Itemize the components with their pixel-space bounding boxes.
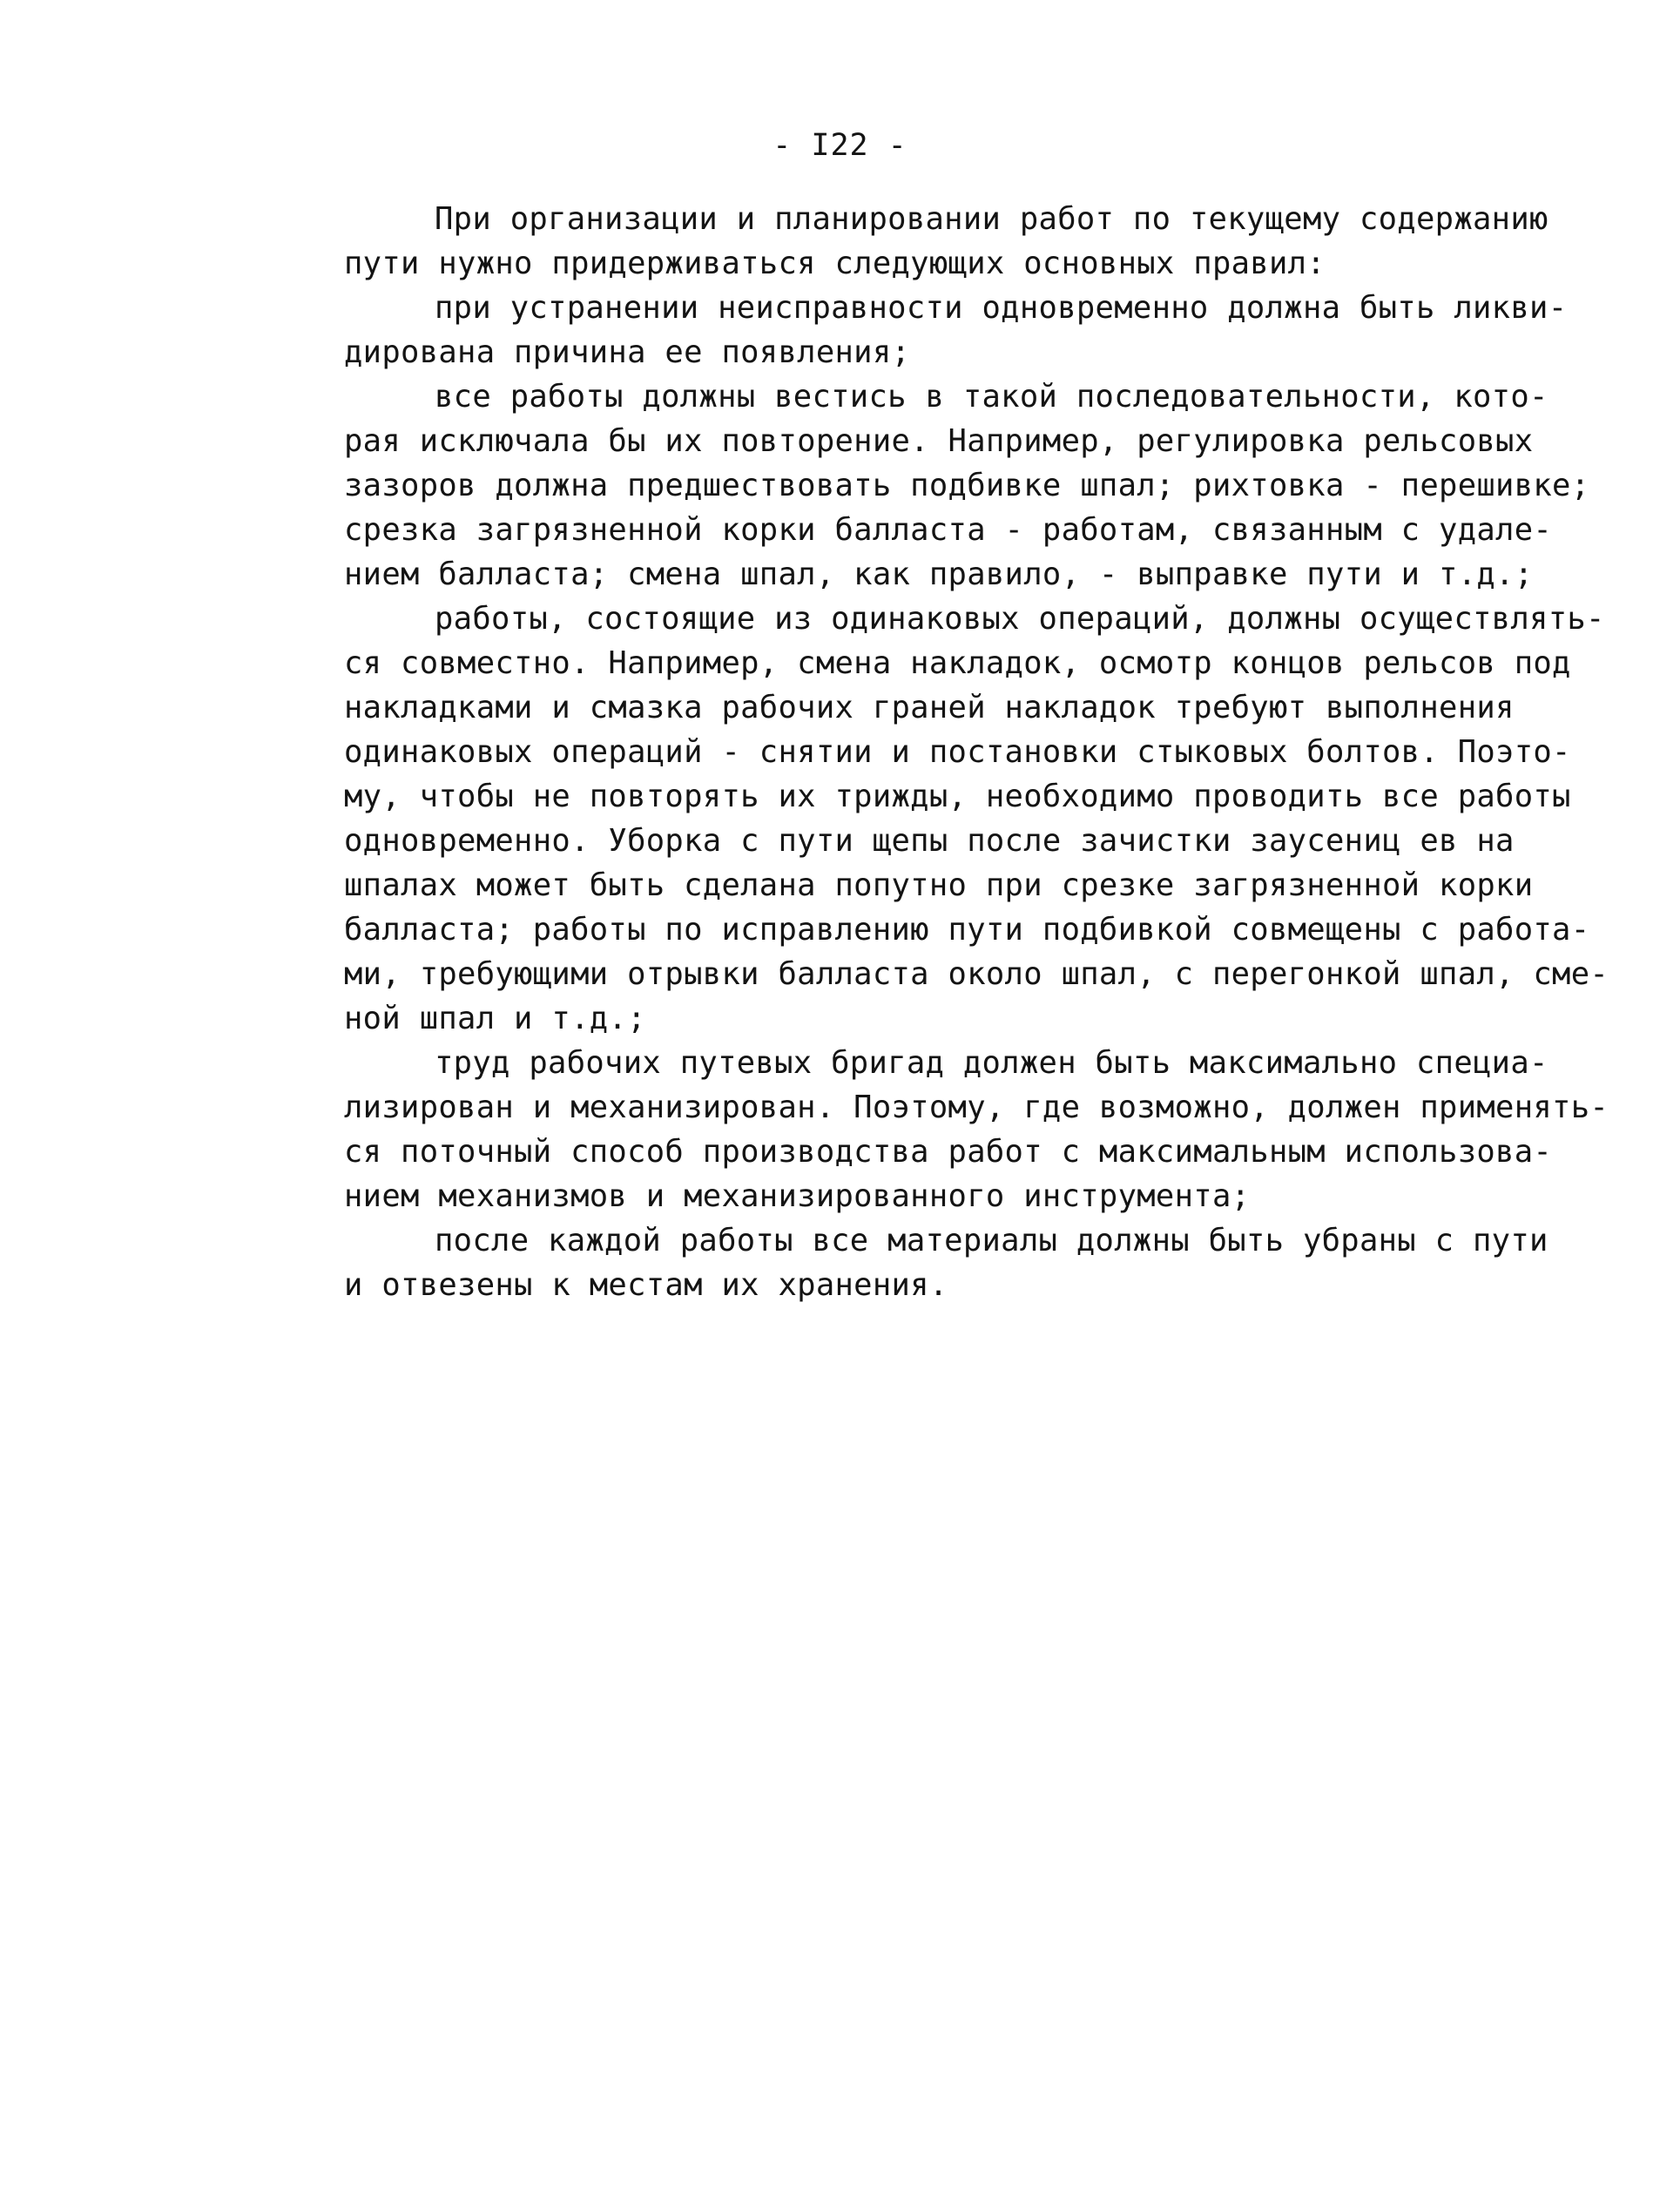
text-line: зазоров должна предшествовать подбивке шпал; рихтовка - перешивке; — [344, 468, 1590, 503]
text-line: му, чтобы не повторять их трижды, необходимо проводить все работы — [344, 779, 1571, 814]
text-line: балласта; работы по исправлению пути подбивкой совмещены с работа- — [344, 912, 1590, 948]
text-line: работы, состоящие из одинаковых операций, должны осуществлять- — [435, 601, 1605, 637]
text-line: ной шпал и т.д.; — [344, 1001, 646, 1036]
text-line: При организации и планировании работ по текущему содержанию — [435, 201, 1548, 237]
text-line: рая исключала бы их повторение. Например, регулировка рельсовых — [344, 423, 1534, 459]
page-number: - I22 - — [773, 128, 907, 163]
text-line: ся поточный способ производства работ с максимальным использова- — [344, 1134, 1553, 1170]
text-line: шпалах может быть сделана попутно при срезке загрязненной корки — [344, 867, 1534, 903]
text-line: ся совместно. Например, смена накладок, осмотр концов рельсов под — [344, 645, 1571, 681]
text-line: нием механизмов и механизированного инструмента; — [344, 1178, 1251, 1214]
text-line: срезка загрязненной корки балласта - работам, связанным с удале- — [344, 512, 1553, 548]
text-line: пути нужно придерживаться следующих основных правил: — [344, 246, 1326, 281]
text-line: одновременно. Уборка с пути щепы после зачистки заусениц ев на — [344, 823, 1515, 859]
text-line: труд рабочих путевых бригад должен быть максимально специа- — [435, 1045, 1548, 1081]
text-line: одинаковых операций - снятии и постановки стыковых болтов. Поэто- — [344, 734, 1571, 770]
body-text — [344, 197, 1609, 1307]
text-line: накладками и смазка рабочих граней накладок требуют выполнения — [344, 690, 1515, 725]
text-line: лизирован и механизирован. Поэтому, где возможно, должен применять- — [344, 1090, 1609, 1125]
text-line: при устранении неисправности одновременно должна быть ликви- — [435, 290, 1568, 326]
text-line: дирована причина ее появления; — [344, 334, 911, 370]
text-line: после каждой работы все материалы должны быть убраны с пути — [435, 1223, 1548, 1258]
text-line: и отвезены к местам их хранения. — [344, 1267, 948, 1303]
text-line: ми, требующими отрывки балласта около шпал, с перегонкой шпал, сме- — [344, 956, 1609, 992]
text-line: нием балласта; смена шпал, как правило, - выправке пути и т.д.; — [344, 557, 1534, 592]
text-line: все работы должны вестись в такой последовательности, кото- — [435, 379, 1548, 415]
